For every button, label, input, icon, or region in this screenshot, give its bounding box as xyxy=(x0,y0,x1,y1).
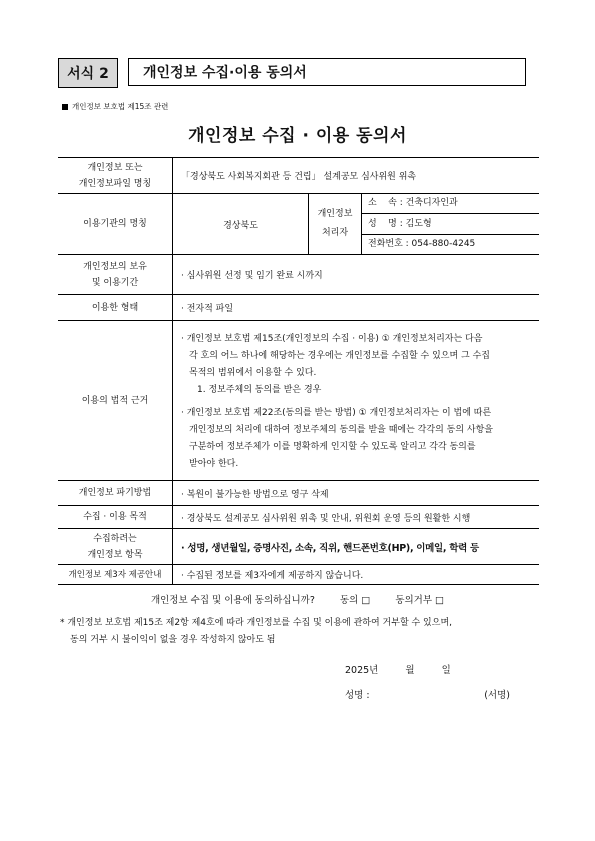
signature-label: 성명 : xyxy=(345,690,370,701)
date-line xyxy=(345,662,451,676)
row-label xyxy=(58,158,173,194)
legal-text-line: · 개인정보 보호법 제15조(개인정보의 수집 · 이용) ① 개인정보처리자는 다음 xyxy=(181,333,483,344)
square-bullet-icon xyxy=(62,104,68,110)
date-day: 일 xyxy=(441,665,451,676)
row-label xyxy=(58,255,173,295)
consent-question xyxy=(0,592,595,606)
label-line: 개인정보 또는 xyxy=(87,162,143,173)
row-label: 이용기관의 명칭 xyxy=(58,194,173,255)
table-row xyxy=(58,194,539,255)
page-title: 개인정보 수집 · 이용 동의서 xyxy=(188,126,407,146)
consent-question-text: 개인정보 수집 및 이용에 동의하십니까? xyxy=(150,595,315,606)
retention-value: · 심사위원 선정 및 임기 완료 시까지 xyxy=(173,255,540,295)
legal-text-line: 목적의 범위에서 이용할 수 있다. xyxy=(189,367,317,378)
handler-label xyxy=(309,194,362,254)
form-header-title: 개인정보 수집·이용 동의서 xyxy=(128,58,526,86)
table-row xyxy=(58,295,539,321)
table-row xyxy=(58,565,539,585)
items-value: · 성명, 생년월일, 증명사진, 소속, 직위, 핸드폰번호(HP), 이메일, 학력 등 xyxy=(173,529,540,565)
row-label: 이용한 형태 xyxy=(58,295,173,321)
handler-info xyxy=(362,194,540,254)
legal-text-line: 각 호의 어느 하나에 해당하는 경우에는 개인정보를 수집할 수 있으며 그 수집 xyxy=(189,350,490,361)
third-party-value: · 수집된 정보를 제3자에게 제공하지 않습니다. xyxy=(173,565,540,585)
row-label: 개인정보 제3자 제공안내 xyxy=(58,565,173,585)
disposal-value: · 복원이 불가능한 방법으로 영구 삭제 xyxy=(173,481,540,506)
form-header xyxy=(58,58,526,88)
consent-table xyxy=(58,157,539,585)
handler-dept: 소 속 : 건축디자인과 xyxy=(362,194,539,214)
signature-mark: (서명) xyxy=(484,690,510,701)
legal-text-line: 받아야 한다. xyxy=(189,458,239,469)
handler-phone: 전화번호 : 054-880-4245 xyxy=(368,239,476,249)
legal-basis xyxy=(173,321,540,481)
row-label: 이용의 법적 근거 xyxy=(58,321,173,481)
table-row xyxy=(58,506,539,529)
disagree-checkbox[interactable]: 동의거부 □ xyxy=(395,595,445,606)
purpose-value: · 경상북도 설계공모 심사위원 위촉 및 안내, 위원회 운영 등의 원활한 시행 xyxy=(173,506,540,529)
notice-line: 동의 거부 시 불이익이 없을 경우 작성하지 않아도 됨 xyxy=(70,635,276,645)
legal-reference-text: 개인정보 보호법 제15조 관련 xyxy=(72,102,169,111)
date-year: 2025년 xyxy=(345,665,379,676)
legal-reference xyxy=(62,101,168,112)
agree-checkbox[interactable]: 동의 □ xyxy=(339,595,371,606)
label-line: 및 이용기간 xyxy=(91,277,139,288)
row-label: 개인정보 파기방법 xyxy=(58,481,173,506)
legal-text-line: · 개인정보 보호법 제22조(동의를 받는 방법) ① 개인정보처리자는 이 법에 따른 xyxy=(181,407,492,418)
row-label xyxy=(58,529,173,565)
row-label: 수집 · 이용 목적 xyxy=(58,506,173,529)
legal-text-line: 1. 정보주체의 동의를 받은 경우 xyxy=(197,384,322,395)
signature-line xyxy=(345,687,510,701)
institution-subtable xyxy=(173,194,539,254)
label-line: 개인정보파일 명칭 xyxy=(78,178,152,189)
table-row xyxy=(58,481,539,506)
label-line: 개인정보의 보유 xyxy=(83,261,147,272)
institution-value: 경상북도 xyxy=(223,220,258,231)
label-line: 개인정보 xyxy=(317,209,353,219)
table-row xyxy=(58,529,539,565)
label-line: 처리자 xyxy=(321,228,349,238)
label-line: 수집하려는 xyxy=(93,533,137,544)
institution-cell xyxy=(173,194,540,255)
label-line: 개인정보 항목 xyxy=(87,549,143,560)
form-value: · 전자적 파일 xyxy=(173,295,540,321)
legal-text-line: 구분하여 정보주체가 이를 명확하게 인지할 수 있도록 알리고 각각 동의를 xyxy=(189,441,476,452)
notice xyxy=(60,615,540,649)
handler-name: 성 명 : 김도형 xyxy=(362,214,539,235)
table-row xyxy=(58,255,539,295)
file-name-value: 「경상북도 사회복지회관 등 건립」 설계공모 심사위원 위촉 xyxy=(173,158,540,194)
table-row xyxy=(58,158,539,194)
notice-line: * 개인정보 보호법 제15조 제2항 제4호에 따라 개인정보를 수집 및 이용에 관하여 거부할 수 있으며, xyxy=(60,618,452,628)
legal-text-line: 개인정보의 처리에 대하여 정보주체의 동의를 받을 때에는 각각의 동의 사항을 xyxy=(189,424,493,435)
date-month: 월 xyxy=(405,665,415,676)
table-row xyxy=(58,321,539,481)
form-number: 서식 2 xyxy=(58,58,118,88)
